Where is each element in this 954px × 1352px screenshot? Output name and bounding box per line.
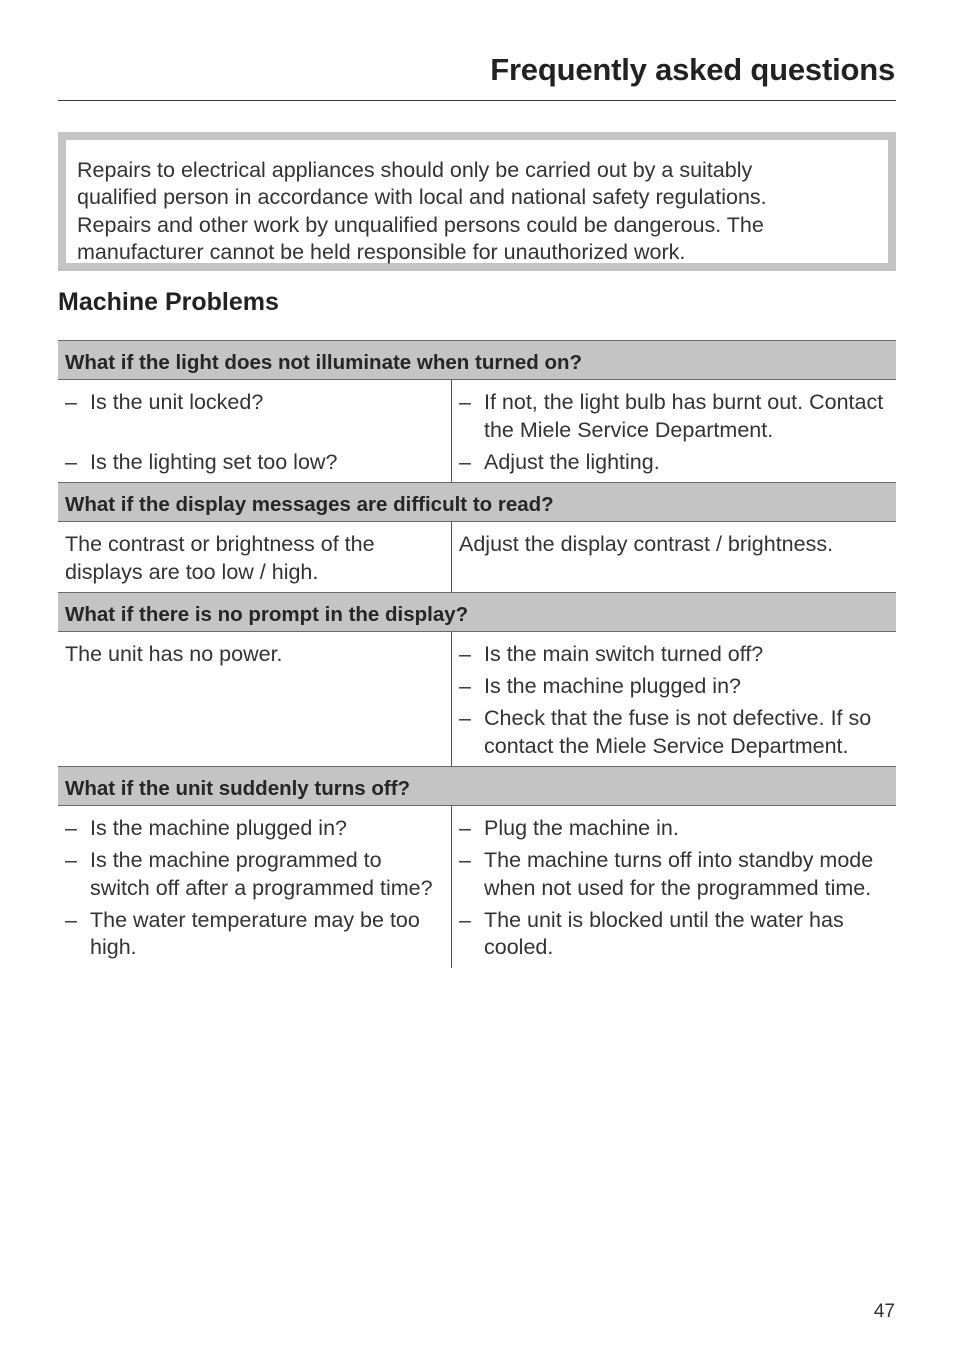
faq-remedy-cell xyxy=(452,380,896,482)
cause-item: – Is the lighting set too low? xyxy=(65,449,443,477)
remedy-item: – Is the machine plugged in? xyxy=(459,673,888,701)
warning-line: Repairs and other work by unqualified persons could be dangerous. The xyxy=(77,212,764,237)
cause-item: – The water temperature may be too high. xyxy=(65,907,443,962)
faq-answer-row xyxy=(58,632,896,766)
cause-item: – Is the machine programmed to switch off after a programmed time? xyxy=(65,847,443,902)
remedy-item: – If not, the light bulb has burnt out. Contact the Miele Service Department. xyxy=(459,389,888,444)
faq-remedy-cell: Adjust the display contrast / brightness. xyxy=(459,532,834,556)
faq-question: What if the display messages are difficult to read? xyxy=(58,482,896,522)
cause-item: – Is the unit locked? xyxy=(65,389,443,417)
faq-remedy-cell xyxy=(452,806,896,968)
faq-cause-cell: The unit has no power. xyxy=(58,632,452,766)
remedy-item: – The unit is blocked until the water has cooled. xyxy=(459,907,888,962)
remedy-item: – The machine turns off into standby mode when not used for the programmed time. xyxy=(459,847,888,902)
page-title: Frequently asked questions xyxy=(490,52,895,87)
page-number: 47 xyxy=(873,1301,895,1322)
remedy-item: – Plug the machine in. xyxy=(459,815,888,843)
warning-line: Repairs to electrical appliances should only be carried out by a suitably xyxy=(77,158,753,182)
remedy-item: – Adjust the lighting. xyxy=(459,449,888,477)
faq-answer-row xyxy=(58,380,896,482)
cause-item: – Is the machine plugged in? xyxy=(65,815,443,843)
warning-line: qualified person in accordance with local and national safety regulations. xyxy=(77,185,767,210)
faq-cause-cell xyxy=(58,806,452,968)
safety-warning-box xyxy=(58,132,896,271)
faq-question: What if there is no prompt in the display? xyxy=(58,592,896,632)
faq-question: What if the light does not illuminate when turned on? xyxy=(58,340,896,380)
section-heading: Machine Problems xyxy=(58,288,279,316)
faq-cause-cell xyxy=(58,380,452,482)
title-divider xyxy=(58,100,896,101)
warning-line: manufacturer cannot be held responsible for unauthorized work. xyxy=(77,239,686,264)
faq-question: What if the unit suddenly turns off? xyxy=(58,766,896,806)
remedy-item: – Check that the fuse is not defective. If so contact the Miele Service Department. xyxy=(459,705,888,760)
faq-cause-cell: The contrast or brightness of the displays are too low / high. xyxy=(58,522,452,592)
faq-table xyxy=(58,340,896,968)
faq-answer-row xyxy=(58,522,896,592)
faq-answer-row xyxy=(58,806,896,968)
remedy-item: – Is the main switch turned off? xyxy=(459,641,888,669)
faq-remedy-cell xyxy=(452,632,896,766)
